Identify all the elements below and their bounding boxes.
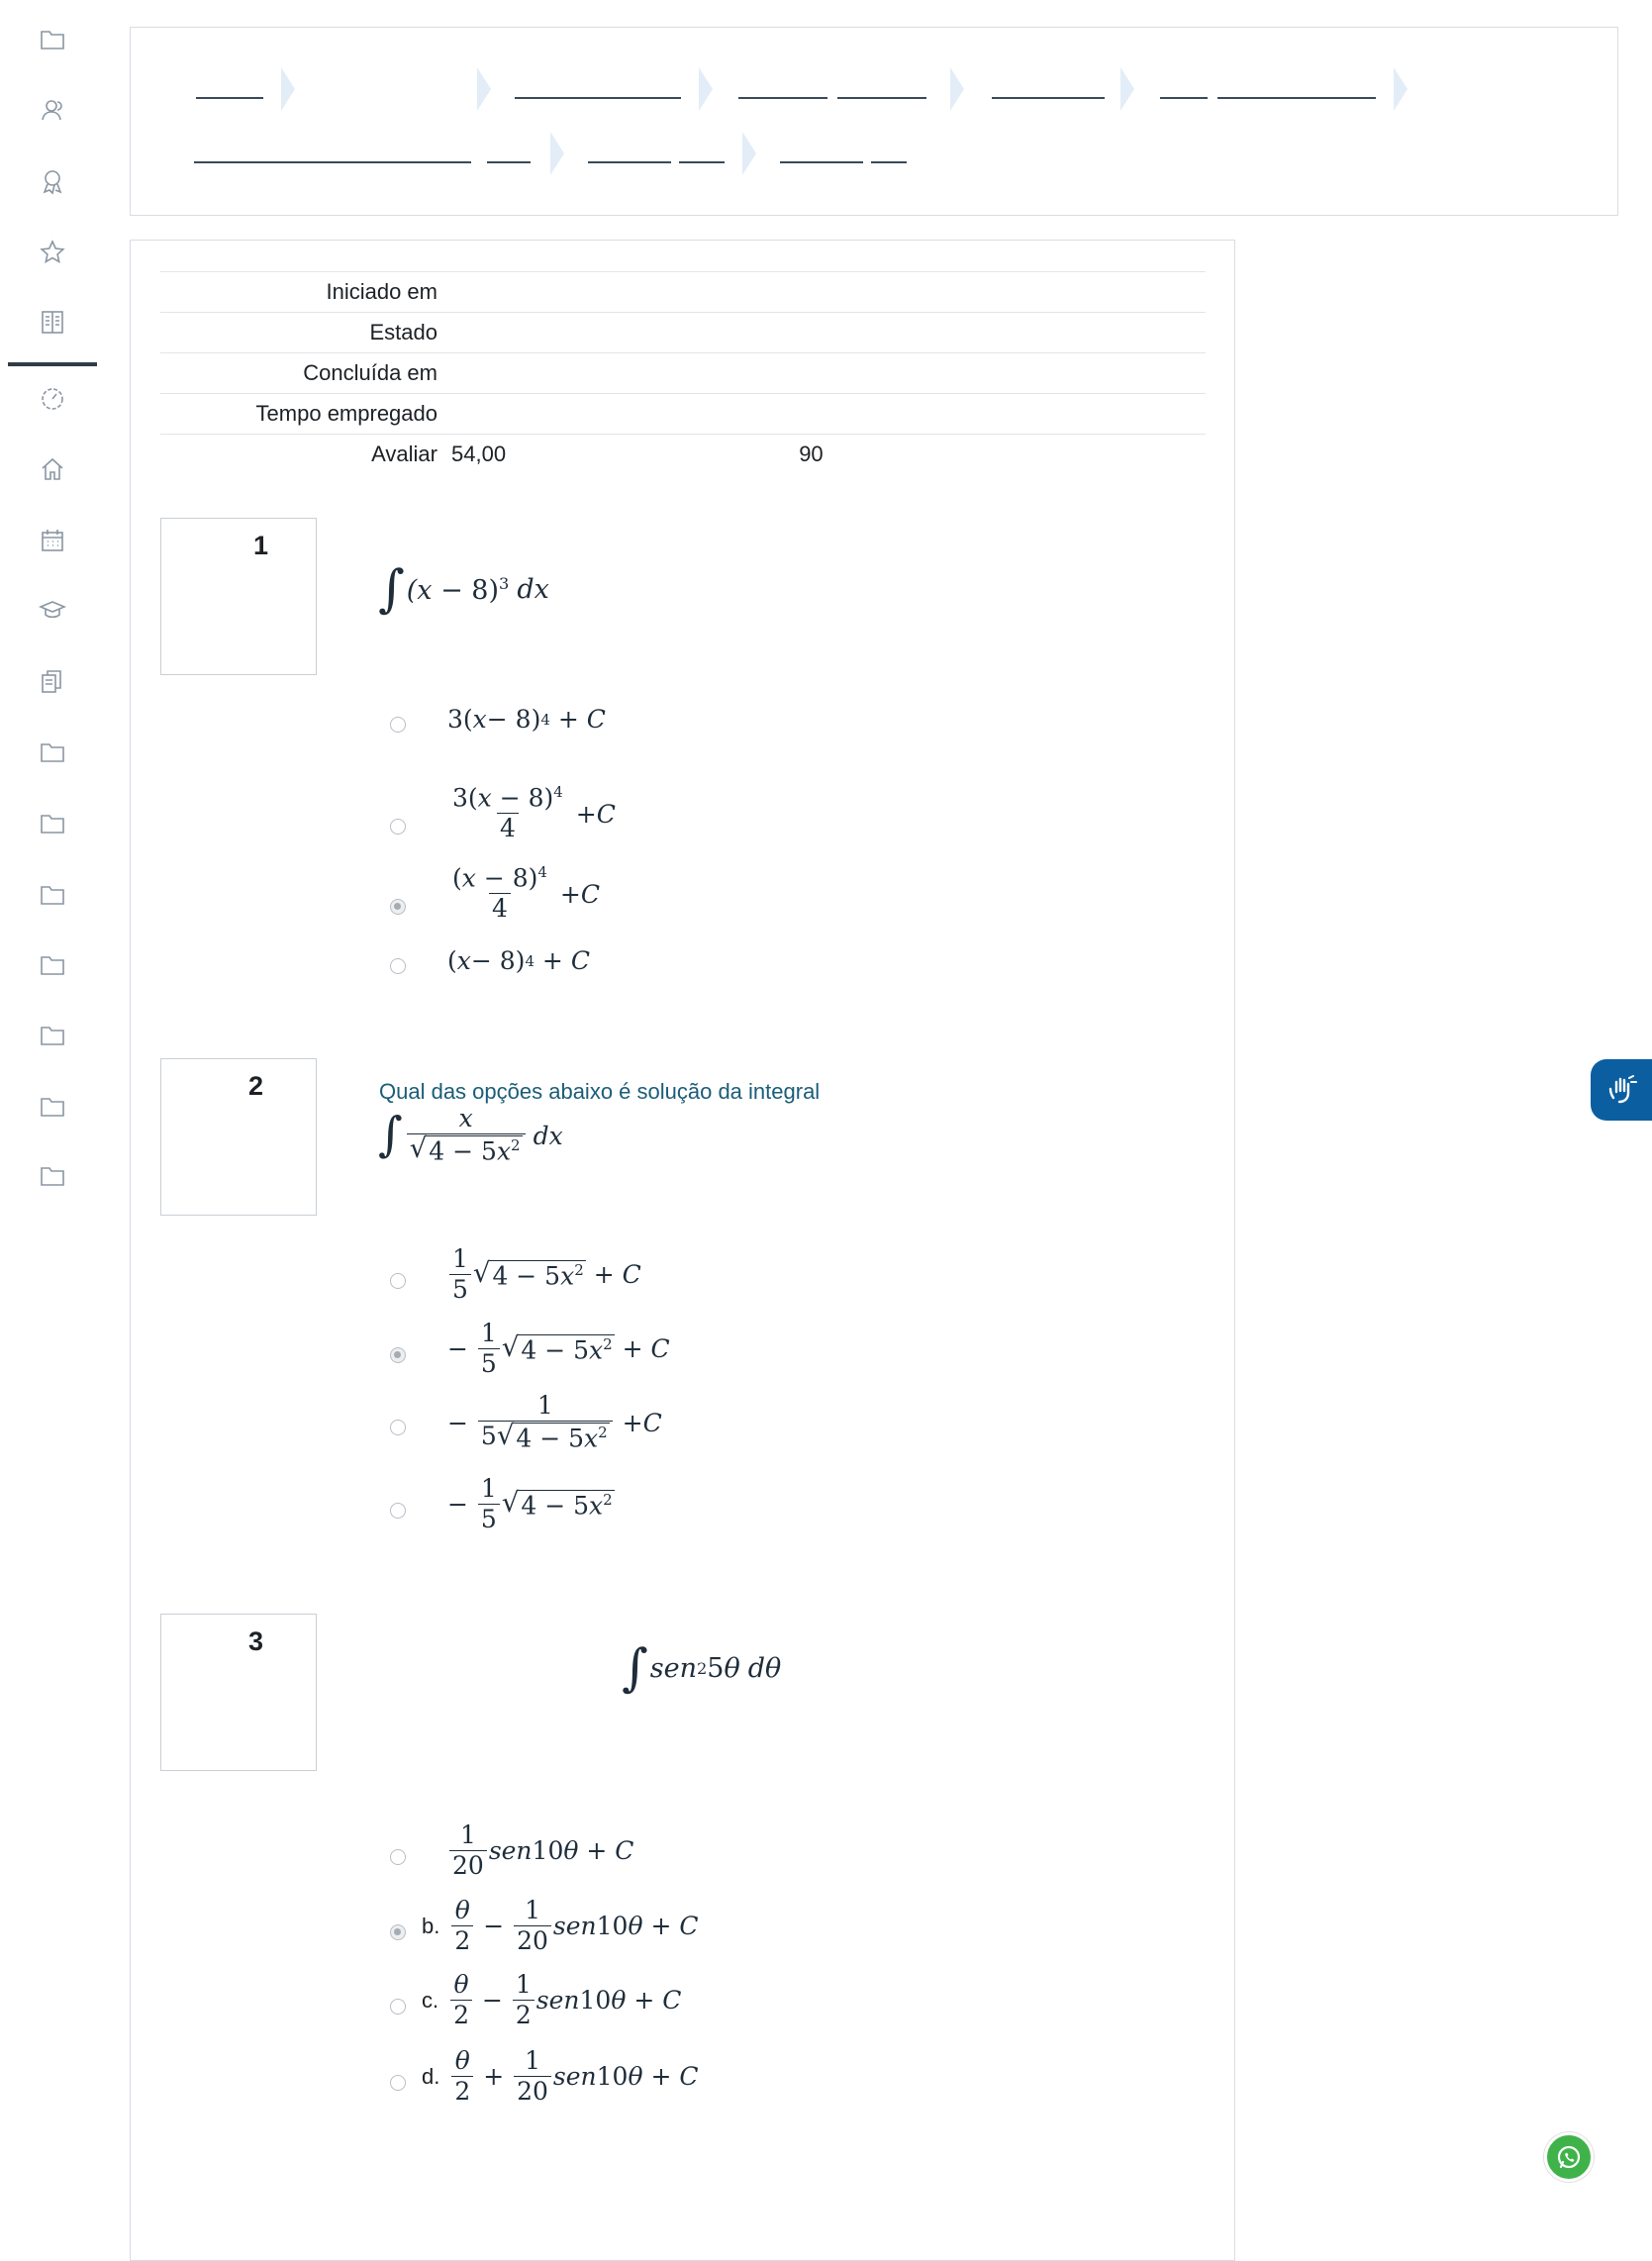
question-formula: ∫ x √ $4 - 5x^2$ dx <box>378 1104 563 1166</box>
folder-icon[interactable] <box>38 24 67 53</box>
breadcrumb-separator <box>550 132 564 175</box>
summary-row <box>160 394 1206 435</box>
option-radio[interactable] <box>390 717 406 733</box>
breadcrumb <box>130 27 1618 216</box>
question-formula: ∫ $(x - 8)^3$ dx <box>378 559 549 619</box>
question-number: 2 <box>248 1071 264 1101</box>
folder-icon[interactable] <box>38 1020 67 1049</box>
folder-icon[interactable] <box>38 879 67 909</box>
summary-value <box>451 272 1206 313</box>
option-radio[interactable] <box>390 1420 406 1435</box>
breadcrumb-separator <box>950 67 964 111</box>
grade-value: 54,00 <box>451 442 507 466</box>
breadcrumb-link[interactable] <box>196 97 263 99</box>
option-radio[interactable] <box>390 1999 406 2015</box>
question-text: Qual das opções abaixo é solução da integral <box>379 1079 821 1104</box>
option-letter: d. <box>422 2063 440 2089</box>
summary-row <box>160 272 1206 313</box>
option-formula[interactable]: $\frac{1}{5}$ √ $4 - 5x^2$ + C <box>447 1245 641 1305</box>
summary-row <box>160 353 1206 394</box>
whatsapp-button[interactable] <box>1544 2132 1594 2182</box>
option-radio[interactable] <box>390 1503 406 1519</box>
breadcrumb-separator <box>281 67 295 111</box>
option-radio[interactable] <box>390 958 406 974</box>
option-letter: c. <box>422 1987 439 2013</box>
question-number: 3 <box>248 1626 264 1656</box>
summary-label: Avaliar <box>160 435 451 475</box>
option-formula[interactable]: $\frac{(x - 8)^4}{4}$ + C <box>452 863 600 924</box>
summary-label: Estado <box>160 313 451 353</box>
attempt-summary-table <box>160 271 1206 474</box>
option-radio[interactable] <box>390 819 406 835</box>
grade-max: 90 <box>799 442 824 466</box>
breadcrumb-link[interactable] <box>515 97 681 99</box>
breadcrumb-separator <box>1394 67 1408 111</box>
folder-icon[interactable] <box>38 737 67 766</box>
option-radio[interactable] <box>390 2075 406 2091</box>
option-radio-selected[interactable] <box>390 1347 406 1363</box>
breadcrumb-link[interactable] <box>1217 97 1376 99</box>
option-formula[interactable]: − $\frac{1}{5}$ √ $4 - 5x^2$ + C <box>447 1319 670 1378</box>
summary-row <box>160 435 1206 475</box>
hand-sign-icon <box>1603 1072 1639 1108</box>
summary-value <box>451 394 1206 435</box>
breadcrumb-link[interactable] <box>194 161 471 163</box>
option-formula[interactable]: − 1 5 √ $4 - 5x^2$ + C <box>447 1391 662 1453</box>
question-info-box <box>160 1614 317 1771</box>
summary-label: Concluída em <box>160 353 451 394</box>
question-formula: ∫ sen 2 5 θ dθ <box>622 1638 782 1698</box>
breadcrumb-link[interactable] <box>992 97 1105 99</box>
option-formula[interactable]: 3( x − 8) 4 + C <box>447 705 606 734</box>
summary-value <box>451 353 1206 394</box>
documents-icon[interactable] <box>38 666 67 696</box>
folder-icon[interactable] <box>38 1091 67 1121</box>
badge-icon[interactable] <box>38 166 67 196</box>
breadcrumb-link[interactable] <box>871 161 907 163</box>
question-info-box <box>160 1058 317 1216</box>
user-group-icon[interactable] <box>38 95 67 125</box>
option-radio[interactable] <box>390 1849 406 1865</box>
breadcrumb-link[interactable] <box>588 161 671 163</box>
summary-label: Tempo empregado <box>160 394 451 435</box>
option-formula[interactable]: d. $\frac{\theta}{2}$ + $\frac{1}{20}$ sen 10 θ + C <box>422 2046 699 2106</box>
option-formula[interactable]: ( x − 8) 4 + C <box>447 946 590 975</box>
option-radio-selected[interactable] <box>390 1924 406 1940</box>
folder-icon[interactable] <box>38 808 67 837</box>
breadcrumb-separator <box>1120 67 1134 111</box>
summary-row <box>160 313 1206 353</box>
whatsapp-icon <box>1555 2143 1583 2171</box>
home-icon[interactable] <box>38 454 67 484</box>
question-info-box <box>160 518 317 675</box>
accessibility-button[interactable] <box>1591 1059 1652 1121</box>
breadcrumb-link[interactable] <box>738 97 827 99</box>
summary-value <box>451 313 1206 353</box>
breadcrumb-link[interactable] <box>837 97 926 99</box>
active-indicator <box>8 362 97 366</box>
breadcrumb-link[interactable] <box>679 161 725 163</box>
breadcrumb-link[interactable] <box>1160 97 1208 99</box>
breadcrumb-link[interactable] <box>487 161 531 163</box>
calendar-icon[interactable] <box>38 526 67 555</box>
summary-value-cell <box>451 435 1206 475</box>
breadcrumb-separator <box>477 67 491 111</box>
option-radio[interactable] <box>390 1273 406 1289</box>
breadcrumb-separator <box>699 67 713 111</box>
option-letter: b. <box>422 1913 440 1938</box>
question-number: 1 <box>253 531 269 560</box>
sidebar <box>0 0 105 2254</box>
option-radio-selected[interactable] <box>390 899 406 915</box>
folder-icon[interactable] <box>38 1160 67 1190</box>
breadcrumb-separator <box>742 132 756 175</box>
option-formula[interactable]: c. $\frac{\theta}{2}$ − $\frac{1}{2}$ sen 10 θ + C <box>422 1970 682 2029</box>
option-formula[interactable]: b. $\frac{\theta}{2}$ − $\frac{1}{20}$ sen 10 θ + C <box>422 1896 699 1955</box>
option-formula[interactable]: $\frac{1}{20}$ sen 10 θ + C <box>447 1821 633 1881</box>
graduation-cap-icon[interactable] <box>38 595 67 625</box>
star-icon[interactable] <box>38 238 67 267</box>
dashboard-icon[interactable] <box>38 384 67 414</box>
folder-icon[interactable] <box>38 949 67 979</box>
option-formula[interactable]: $\frac{3(x - 8)^4}{4}$ + C <box>452 783 616 843</box>
summary-label: Iniciado em <box>160 272 451 313</box>
breadcrumb-link[interactable] <box>780 161 863 163</box>
option-formula[interactable]: − $\frac{1}{5}$ √ $4 - 5x^2$ <box>447 1474 613 1533</box>
book-icon[interactable] <box>38 307 67 337</box>
